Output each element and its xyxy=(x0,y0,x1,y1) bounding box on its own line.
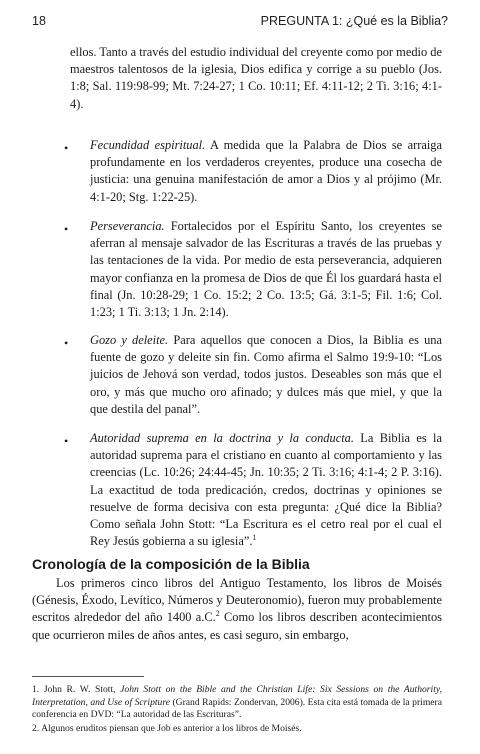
section-title: Cronología de la composición de la Biblia xyxy=(32,556,310,572)
list-item xyxy=(90,137,442,206)
list-item xyxy=(90,218,442,321)
footnote xyxy=(32,723,442,736)
list-item-text: A medida que la Palabra de Dios se arraiga profundamente en los verdaderos creyentes, produce una cosecha de justicia: una genuina manifestación de amor a Dios y al prójimo (Mr. 4:1-20; Stg. 1:22-25). xyxy=(90,138,442,204)
footnote-ref: 2 xyxy=(215,609,220,619)
footnote-text: (Grand Rapids: Zondervan, 2006). Esta cita está tomada de la primera conferencia en DVD: “La autoridad de las Escrituras”. xyxy=(32,696,442,721)
footnote-text: 2. Algunos eruditos piensan que Job es anterior a los libros de Moisés. xyxy=(32,723,302,734)
section-body-text: Los primeros cinco libros del Antiguo Testamento, los libros de Moisés (Génesis, Éxodo, Levítico, Números y Deuteronomio), fueron muy probablemente escritos alrededor del año 1400 a.C. xyxy=(32,576,442,625)
bullet-icon: • xyxy=(64,336,69,350)
list-item-text: La Biblia es la autoridad suprema para el cristiano en cuanto al comportamiento y las creencias (Lc. 10:26; 24:44-45; Jn. 10:35; 2 Ti. 3:16; 4:1-4; 2 P. 3:16). La exactitud de toda predicación, credos, doctrinas y opiniones se resuelve de forma decisiva con esta pregunta: ¿Qué dice la Biblia? Como señala John Stott: “La Escritura es el cetro real por el cual el Rey Jesús gobierna a su iglesia”. xyxy=(90,431,442,549)
section-body xyxy=(32,575,442,644)
list-item-term: Perseverancia. xyxy=(90,219,165,233)
footnote-text: 1. John R. W. Stott, xyxy=(32,684,121,695)
list-item-text: Fortalecidos por el Espíritu Santo, los creyentes se aferran al mensaje salvador de las Escrituras a través de las pruebas y las tentaciones de la vida. Por medio de esta perseverancia, adquieren mayor confianza en la promesa de Dios de que Él los guardará hasta el final (Jn. 10:28-29; 1 Co. 15:2; 2 Co. 13:5; Gá. 3:1-5; Fil. 1:6; Col. 1:23; 1 Ti. 3:13; 1 Jn. 2:14). xyxy=(90,219,442,320)
bullet-icon: • xyxy=(64,434,69,448)
continuation-paragraph: ellos. Tanto a través del estudio individual del creyente como por medio de maestros talentosos de la iglesia, Dios edifica y corrige a su pueblo (Jos. 1:8; Sal. 119:98-99; Mt. 7:24-27; 1 Co. 10:11; Ef. 4:11-12; 2 Ti. 3:16; 4:1-4). xyxy=(70,45,442,111)
list-item-text: Para aquellos que conocen a Dios, la Biblia es una fuente de gozo y deleite sin fin. Como afirma el Salmo 19:9-10: “Los juicios de Jehová son verdad, todos justos. Deseables son más que el oro, y más que mucho oro afinado; y dulces más que miel, y que la que destila del panal”. xyxy=(90,333,442,416)
footnote-title: John Stott on the Bible and the Christian Life: Six Sessions on the Authority, Interpretation, and Use of Scripture xyxy=(32,684,442,708)
running-head: PREGUNTA 1: ¿Qué es la Biblia? xyxy=(260,14,448,28)
list-item-term: Gozo y deleite. xyxy=(90,333,169,347)
footnote-ref: 1 xyxy=(252,533,257,543)
footnote xyxy=(32,684,442,722)
bullet-icon: • xyxy=(64,222,69,236)
page-number: 18 xyxy=(32,14,46,28)
list-item-term: Fecundidad espiritual. xyxy=(90,138,206,152)
list-item xyxy=(90,332,442,418)
list-item-term: Autoridad suprema en la doctrina y la conducta. xyxy=(90,431,354,445)
bullet-icon: • xyxy=(64,141,69,155)
footnote-divider xyxy=(32,676,144,677)
section-body-text-cont: Como los libros describen acontecimientos que ocurrieron miles de años antes, es casi seguro, sin embargo, xyxy=(32,610,442,642)
list-item xyxy=(90,430,442,550)
